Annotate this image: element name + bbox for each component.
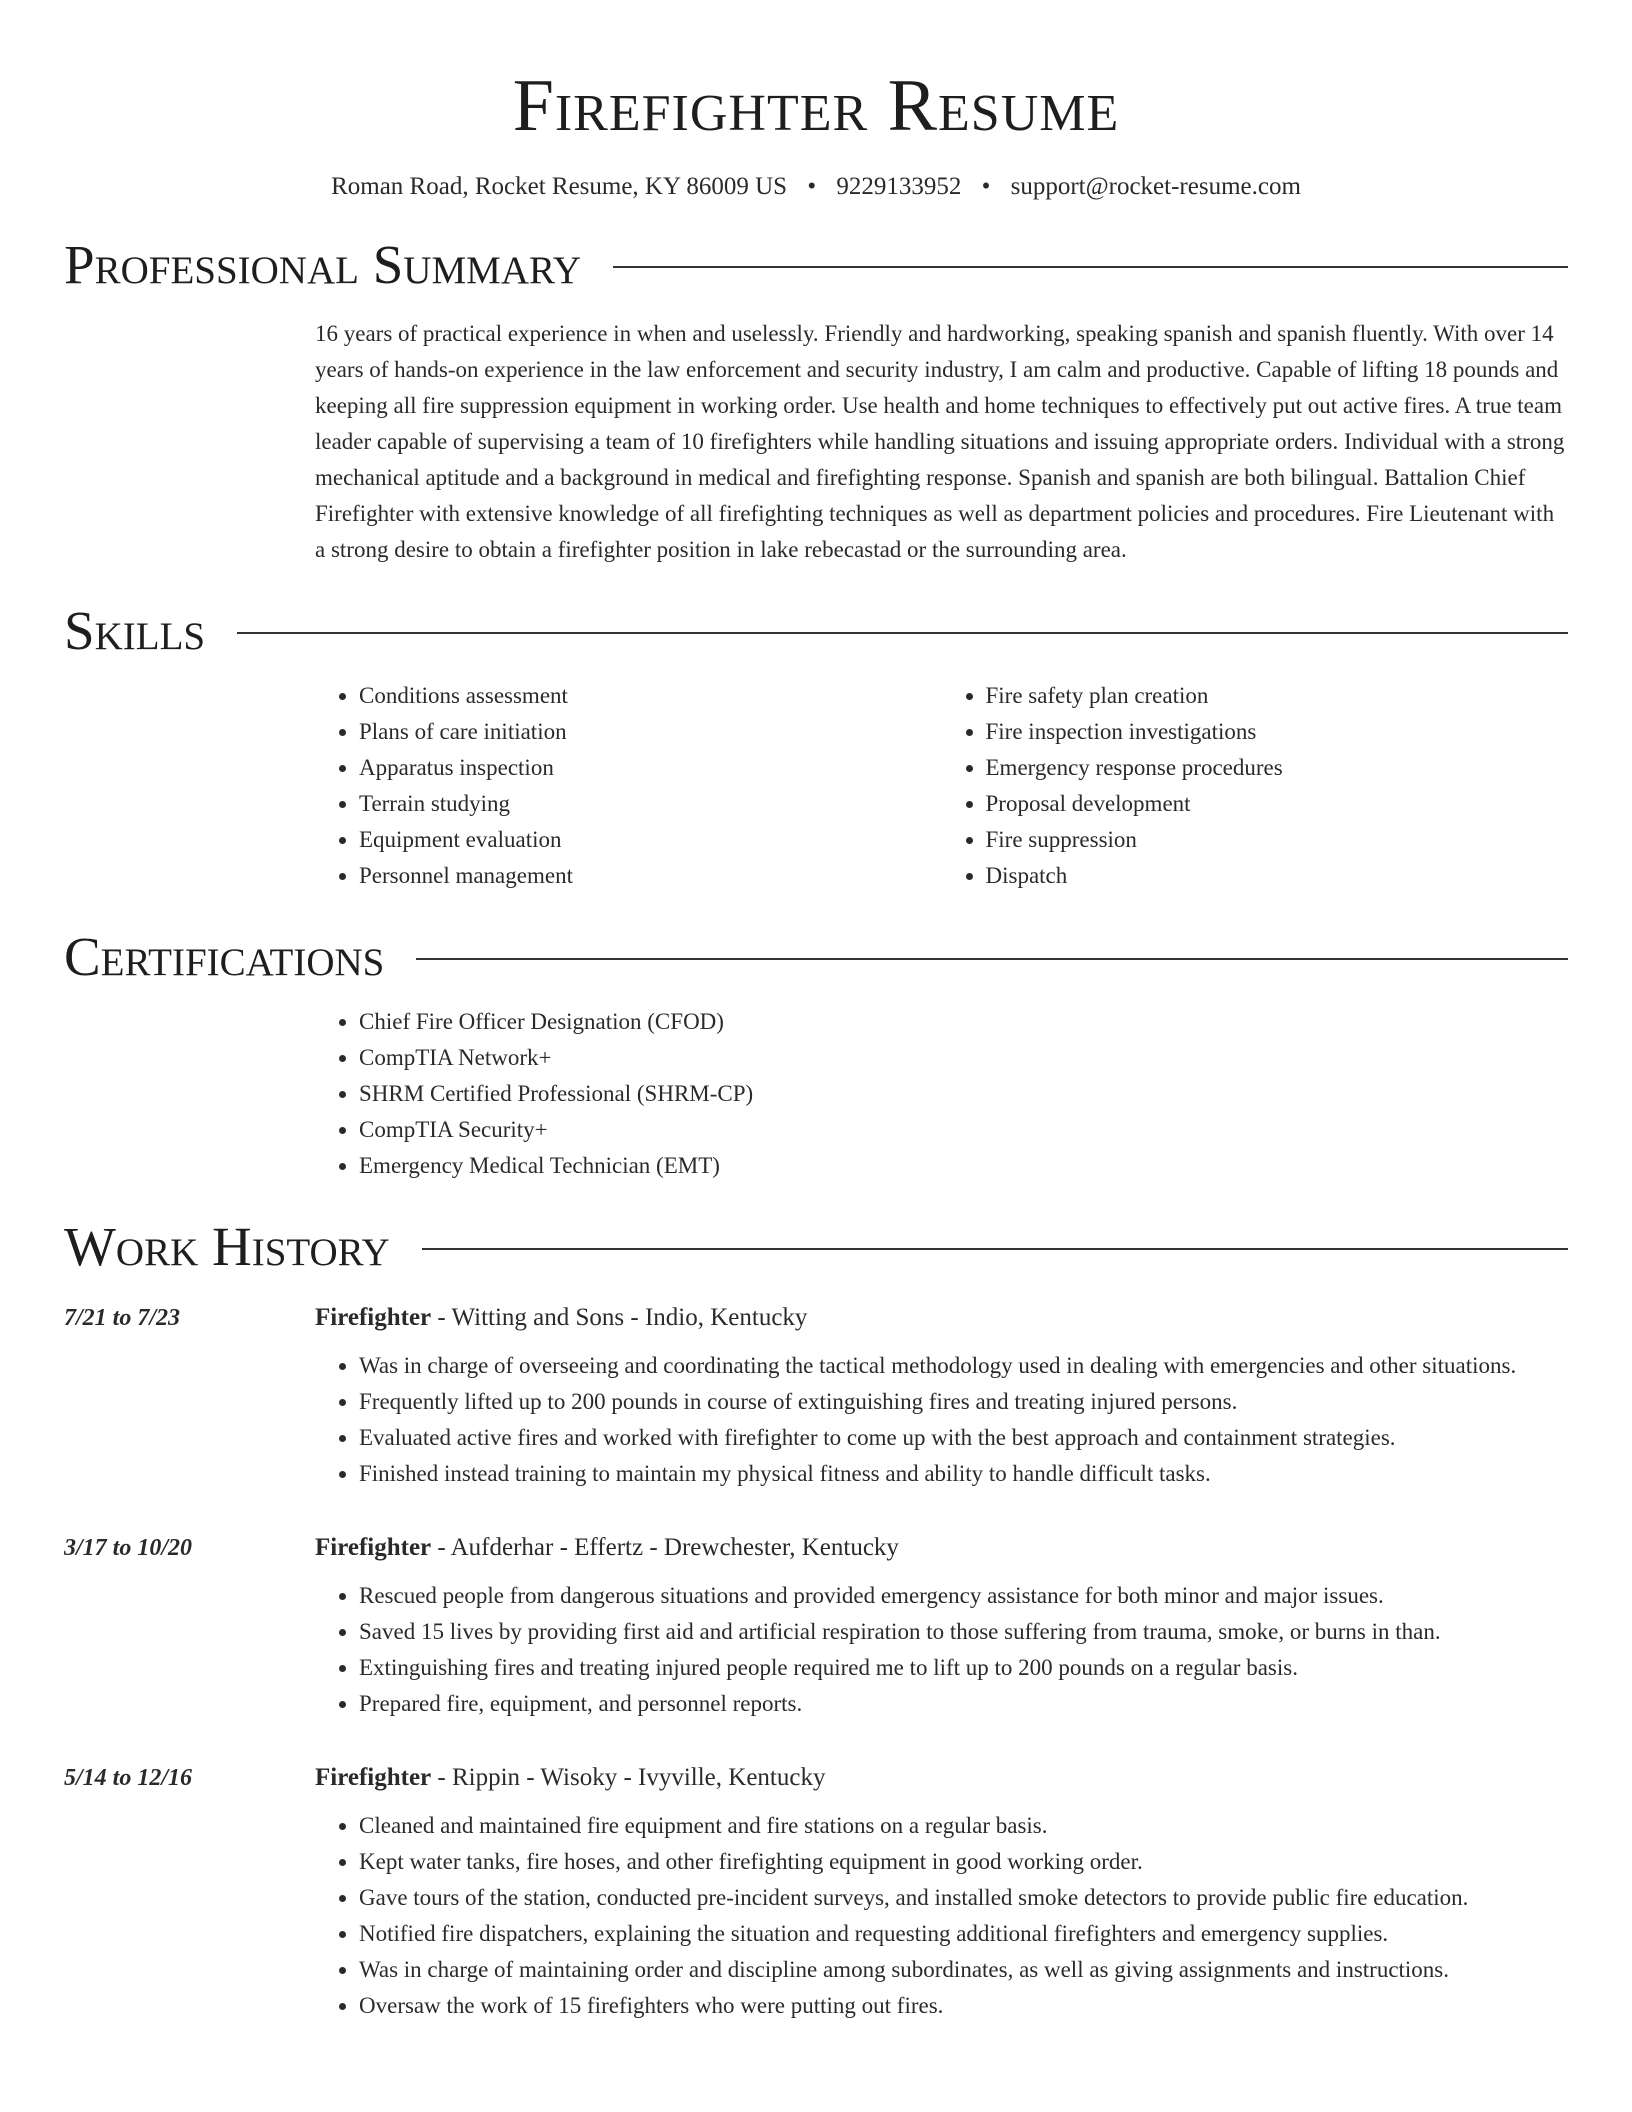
skill-item: • Emergency response procedures — [986, 750, 1569, 786]
certification-item: • Emergency Medical Technician (EMT) — [359, 1148, 1568, 1184]
certification-item: • CompTIA Security+ — [359, 1112, 1568, 1148]
certification-item: • CompTIA Network+ — [359, 1040, 1568, 1076]
contact-separator: • — [807, 173, 817, 200]
job-bullet: • Extinguishing fires and treating injured people required me to lift up to 200 pounds on a regular basis. — [359, 1650, 1568, 1686]
skills-heading: Skills — [64, 600, 206, 661]
skill-item: • Dispatch — [986, 858, 1569, 894]
skills-section-header — [64, 596, 1568, 666]
summary-section-header — [64, 230, 1568, 300]
work-history-section-header — [64, 1212, 1568, 1282]
section-divider — [613, 266, 1568, 268]
job-dates: 3/17 to 10/20 — [64, 1535, 193, 1561]
skills-column-right — [942, 678, 1569, 894]
job-title: Firefighter — [315, 1304, 432, 1331]
section-divider — [422, 1248, 1568, 1250]
skill-item: • Proposal development — [986, 786, 1569, 822]
job-employer: - Rippin - Wisoky - Ivyville, Kentucky — [431, 1764, 826, 1791]
job-bullet: • Rescued people from dangerous situations and provided emergency assistance for both minor and major issues. — [359, 1578, 1568, 1614]
job-employer: - Witting and Sons - Indio, Kentucky — [431, 1304, 808, 1331]
job-bullets — [315, 1578, 1568, 1722]
section-divider — [416, 958, 1568, 960]
job-bullet: • Evaluated active fires and worked with firefighter to come up with the best approach and containment strategies. — [359, 1420, 1568, 1456]
job-bullet: • Prepared fire, equipment, and personnel reports. — [359, 1686, 1568, 1722]
job-title-line — [315, 1758, 1568, 1798]
skill-item: • Fire inspection investigations — [986, 714, 1569, 750]
job-title-line — [315, 1298, 1568, 1338]
contact-phone: 9229133952 — [836, 173, 962, 200]
job-dates: 5/14 to 12/16 — [64, 1765, 193, 1791]
job-bullet: • Finished instead training to maintain my physical fitness and ability to handle difficult tasks. — [359, 1456, 1568, 1492]
job-entry — [64, 1298, 1568, 1492]
skill-item: • Apparatus inspection — [359, 750, 942, 786]
job-bullet: • Frequently lifted up to 200 pounds in course of extinguishing fires and treating injured persons. — [359, 1384, 1568, 1420]
skill-item: • Personnel management — [359, 858, 942, 894]
skill-item: • Conditions assessment — [359, 678, 942, 714]
job-title: Firefighter — [315, 1764, 432, 1791]
job-entry — [64, 1528, 1568, 1722]
skill-item: • Plans of care initiation — [359, 714, 942, 750]
job-bullet: • Gave tours of the station, conducted pre-incident surveys, and installed smoke detectors to provide public fire education. — [359, 1880, 1568, 1916]
job-dates: 7/21 to 7/23 — [64, 1305, 181, 1331]
skill-item: • Fire safety plan creation — [986, 678, 1569, 714]
job-employer: - Aufderhar - Effertz - Drewchester, Kentucky — [431, 1534, 899, 1561]
skill-item: • Fire suppression — [986, 822, 1569, 858]
skill-item: • Equipment evaluation — [359, 822, 942, 858]
job-bullets — [315, 1348, 1568, 1492]
job-bullets — [315, 1808, 1568, 2024]
certifications-heading: Certifications — [64, 926, 385, 987]
job-title: Firefighter — [315, 1534, 432, 1561]
contact-separator: • — [981, 173, 991, 200]
contact-email: support@rocket-resume.com — [1010, 173, 1301, 200]
job-bullet: • Oversaw the work of 15 firefighters who were putting out fires. — [359, 1988, 1568, 2024]
summary-text: 16 years of practical experience in when and uselessly. Friendly and hardworking, speaking spanish and spanish fluently. With over 14 years of hands-on experience in the law enforcement and security industry, I am calm and productive. Capable of lifting 18 pounds and keeping all fire suppression equipment in working order. Use health and home techniques to effectively put out active fires. A true team leader capable of supervising a team of 10 firefighters while handling situations and issuing appropriate orders. Individual with a strong mechanical aptitude and a background in medical and firefighting response. Spanish and spanish are both bilingual. Battalion Chief Firefighter with extensive knowledge of all firefighting techniques as well as department policies and procedures. Fire Lieutenant with a strong desire to obtain a firefighter position in lake rebecastad or the surrounding area. — [315, 321, 1565, 562]
job-bullet: • Saved 15 lives by providing first aid and artificial respiration to those suffering from trauma, smoke, or burns in than. — [359, 1614, 1568, 1650]
job-entry — [64, 1758, 1568, 2024]
skills-column-left — [315, 678, 942, 894]
summary-heading: Professional Summary — [64, 234, 582, 295]
job-bullet: • Was in charge of maintaining order and discipline among subordinates, as well as giving assignments and instructions. — [359, 1952, 1568, 1988]
job-title-line — [315, 1528, 1568, 1568]
certification-item: • SHRM Certified Professional (SHRM-CP) — [359, 1076, 1568, 1112]
work-history-heading: Work History — [64, 1216, 390, 1277]
skills-list — [315, 678, 1568, 894]
skill-item: • Terrain studying — [359, 786, 942, 822]
certification-item: • Chief Fire Officer Designation (CFOD) — [359, 1004, 1568, 1040]
contact-address: Roman Road, Rocket Resume, KY 86009 US — [331, 173, 788, 200]
job-bullet: • Notified fire dispatchers, explaining the situation and requesting additional firefighters and emergency supplies. — [359, 1916, 1568, 1952]
job-bullet: • Was in charge of overseeing and coordinating the tactical methodology used in dealing with emergencies and other situations. — [359, 1348, 1568, 1384]
section-divider — [237, 632, 1568, 634]
resume-title: Firefighter Resume — [512, 65, 1120, 147]
certifications-section-header — [64, 922, 1568, 992]
contact-line — [64, 172, 1568, 202]
certifications-list — [315, 1004, 1568, 1184]
job-bullet: • Kept water tanks, fire hoses, and other firefighting equipment in good working order. — [359, 1844, 1568, 1880]
job-bullet: • Cleaned and maintained fire equipment and fire stations on a regular basis. — [359, 1808, 1568, 1844]
